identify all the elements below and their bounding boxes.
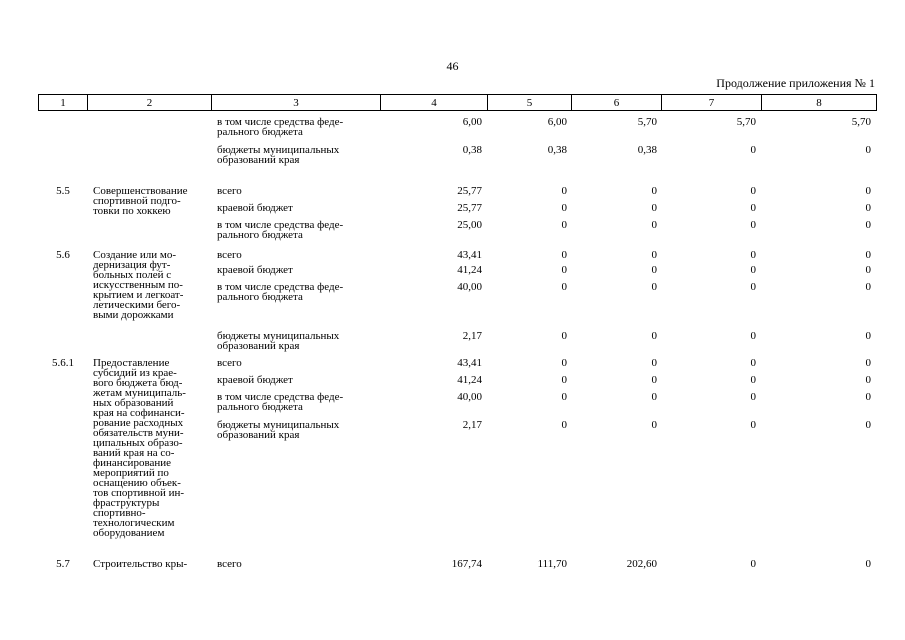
table-row [38, 219, 876, 241]
value-cell: 0,38 [462, 144, 482, 156]
value-cell: 0 [865, 374, 871, 386]
value-cell: 0 [865, 185, 871, 197]
value-cell: 111,70 [537, 558, 567, 570]
column-header-row [39, 95, 877, 111]
value-cell: 41,24 [457, 374, 482, 386]
value-cell: 0 [750, 357, 756, 369]
value-cell: 43,41 [457, 357, 482, 369]
value-cell: 0 [750, 330, 756, 342]
value-cell: 0 [651, 264, 657, 276]
value-cell: 25,77 [457, 185, 482, 197]
value-cell: 202,60 [626, 558, 657, 570]
value-cell: 0 [561, 281, 567, 293]
value-cell: 0 [651, 249, 657, 261]
value-cell: 0 [750, 281, 756, 293]
value-cell: 0,38 [637, 144, 657, 156]
value-cell: 0 [651, 219, 657, 231]
value-cell: 0 [651, 185, 657, 197]
value-cell: 0 [750, 144, 756, 156]
value-cell: 40,00 [457, 391, 482, 403]
value-cell: 5,70 [736, 116, 756, 128]
table-row [38, 144, 876, 166]
funding-source: бюджеты муниципальных образований края [217, 419, 340, 441]
value-cell: 2,17 [462, 419, 482, 431]
table-row [38, 374, 876, 386]
funding-source: бюджеты муниципальных образований края [217, 330, 340, 352]
value-cell: 0 [865, 419, 871, 431]
funding-source: в том числе средства феде- рального бюджета [217, 219, 344, 241]
value-cell: 0 [651, 357, 657, 369]
value-cell: 0 [651, 419, 657, 431]
funding-source: краевой бюджет [217, 264, 293, 276]
funding-source: в том числе средства феде- рального бюджета [217, 281, 344, 303]
value-cell: 0 [561, 330, 567, 342]
value-cell: 0 [651, 391, 657, 403]
funding-source: краевой бюджет [217, 374, 293, 386]
table-row [38, 202, 876, 214]
col-header: 4 [381, 95, 488, 111]
value-cell: 6,00 [547, 116, 567, 128]
value-cell: 0 [651, 374, 657, 386]
col-header: 3 [212, 95, 381, 111]
table-row [38, 330, 876, 352]
value-cell: 0 [750, 391, 756, 403]
value-cell: 0 [750, 202, 756, 214]
value-cell: 0 [561, 185, 567, 197]
col-header: 7 [662, 95, 762, 111]
item-name: Совершенствование спортивной подго- товки по хоккею [93, 185, 188, 217]
value-cell: 0 [750, 219, 756, 231]
col-header: 1 [39, 95, 88, 111]
value-cell: 0 [750, 558, 756, 570]
value-cell: 0 [865, 264, 871, 276]
value-cell: 5,70 [637, 116, 657, 128]
value-cell: 43,41 [457, 249, 482, 261]
funding-source: всего [217, 249, 242, 261]
value-cell: 0 [561, 249, 567, 261]
value-cell: 0 [561, 264, 567, 276]
value-cell: 5,70 [851, 116, 871, 128]
value-cell: 25,00 [457, 219, 482, 231]
page-number: 46 [446, 59, 459, 73]
value-cell: 0 [651, 281, 657, 293]
value-cell: 0 [865, 281, 871, 293]
value-cell: 0 [865, 558, 871, 570]
value-cell: 0,38 [547, 144, 567, 156]
funding-source: всего [217, 357, 242, 369]
value-cell: 0 [651, 330, 657, 342]
table-row [38, 391, 876, 413]
value-cell: 25,77 [457, 202, 482, 214]
item-name: Строительство кры- [93, 558, 188, 570]
item-number: 5.6.1 [52, 357, 74, 369]
table-row [38, 281, 876, 303]
funding-source: всего [217, 185, 242, 197]
value-cell: 0 [750, 264, 756, 276]
value-cell: 0 [561, 374, 567, 386]
value-cell: 0 [865, 219, 871, 231]
value-cell: 41,24 [457, 264, 482, 276]
value-cell: 0 [750, 419, 756, 431]
value-cell: 0 [651, 202, 657, 214]
funding-source: краевой бюджет [217, 202, 293, 214]
value-cell: 0 [561, 391, 567, 403]
value-cell: 0 [750, 374, 756, 386]
table-row [38, 558, 876, 570]
continuation-label: Продолжение приложения № 1 [716, 76, 875, 90]
col-header: 2 [88, 95, 212, 111]
column-header-table [38, 94, 877, 111]
value-cell: 0 [750, 249, 756, 261]
value-cell: 0 [561, 202, 567, 214]
value-cell: 0 [865, 249, 871, 261]
value-cell: 2,17 [462, 330, 482, 342]
value-cell: 167,74 [451, 558, 482, 570]
value-cell: 0 [865, 357, 871, 369]
col-header: 6 [572, 95, 662, 111]
value-cell: 0 [865, 144, 871, 156]
value-cell: 0 [865, 202, 871, 214]
item-name: Создание или мо- дернизация фут- больных полей с искусственным по- крытием и легкоат- летическими бего- выми дорожками [93, 249, 184, 321]
funding-source: в том числе средства феде- рального бюджета [217, 116, 344, 138]
table-row [38, 264, 876, 276]
funding-source: всего [217, 558, 242, 570]
item-number: 5.6 [56, 249, 70, 261]
value-cell: 0 [561, 357, 567, 369]
value-cell: 0 [865, 330, 871, 342]
table-row [38, 116, 876, 138]
value-cell: 40,00 [457, 281, 482, 293]
value-cell: 0 [865, 391, 871, 403]
item-name: Предоставление субсидий из крае- вого бюджета бюд- жетам муниципаль- ных образований края на софинанси- рование расходных обязательств муни- ципальных образо- ваний края на со- финансирование мероприятий по оснащению объек- тов спортивной ин- фраструктуры спортивно- технологическим оборудованием [93, 357, 186, 539]
item-number: 5.5 [56, 185, 70, 197]
funding-source: бюджеты муниципальных образований края [217, 144, 340, 166]
col-header: 5 [488, 95, 572, 111]
value-cell: 0 [561, 419, 567, 431]
value-cell: 0 [561, 219, 567, 231]
value-cell: 0 [750, 185, 756, 197]
value-cell: 6,00 [462, 116, 482, 128]
col-header: 8 [762, 95, 877, 111]
item-number: 5.7 [56, 558, 70, 570]
table-row [38, 419, 876, 441]
funding-source: в том числе средства феде- рального бюджета [217, 391, 344, 413]
